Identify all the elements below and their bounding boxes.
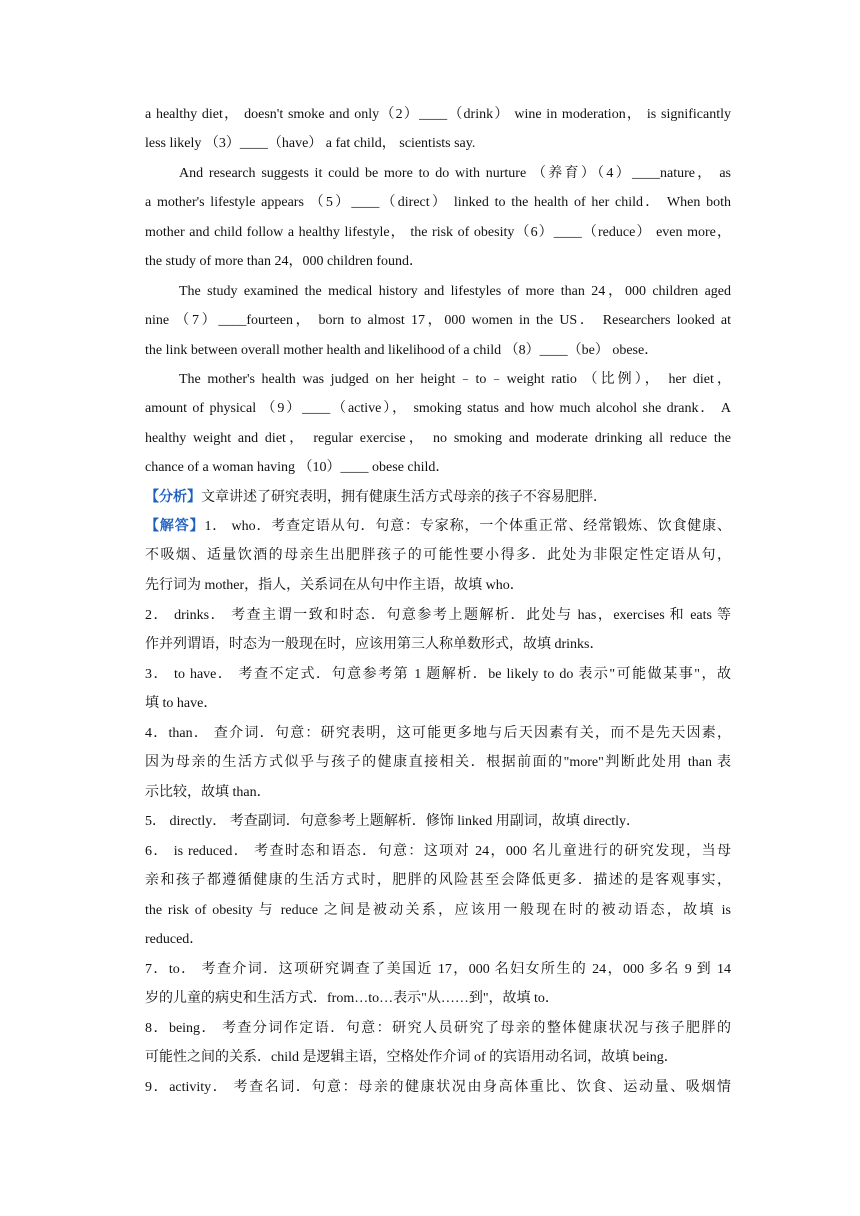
text-line: 9．activity． 考查名词．句意：母亲的健康状况由身高体重比、饮食、运动量、吸烟情 — [145, 1080, 731, 1095]
text-line: 3． to have． 考查不定式．句意参考第 1 题解析．be likely to do 表示"可能做某事"，故 — [145, 667, 731, 682]
text-line: 亲和孩子都遵循健康的生活方式时，肥胖的风险甚至会降低更多．描述的是客观事实， — [145, 873, 731, 889]
passage-paragraph — [145, 277, 731, 365]
text-line: mother and child follow a healthy lifestyle， the risk of obesity（6）____（reduce） even more， — [145, 224, 731, 240]
text-line: a mother's lifestyle appears （5）____（direct） linked to the health of her child． When both — [145, 195, 731, 211]
passage-paragraph — [145, 365, 731, 483]
answer-item — [145, 660, 731, 719]
text-line: a healthy diet， doesn't smoke and only（2）____（drink） wine in moderation， is significantly — [145, 107, 731, 122]
text-line: 7．to． 考查介词．这项研究调查了美国近 17，000 名妇女所生的 24，000 多名 9 到 14 — [145, 962, 731, 977]
text-line: healthy weight and diet， regular exercise， no smoking and moderate drinking all reduce the — [145, 430, 731, 446]
text-line: 5． directly． 考查副词．句意参考上题解析．修饰 linked 用副词，故填 directly． — [145, 814, 641, 829]
answer-item — [145, 1014, 731, 1073]
text-line: 不吸烟、适量饮酒的母亲生出肥胖孩子的可能性要小得多．此处为非限定性定语从句， — [145, 548, 731, 564]
text-line: The mother's health was judged on her height﹣to﹣weight ratio （比例）， her diet， — [179, 372, 731, 387]
text-line: And research suggests it could be more to do with nurture （养育）（4）____nature， as — [179, 166, 731, 181]
answer-item — [145, 1073, 731, 1102]
answer-item — [145, 807, 731, 836]
text-line: 8．being． 考查分词作定语．句意：研究人员研究了母亲的整体健康状况与孩子肥胖的 — [145, 1021, 731, 1036]
answer-section — [145, 512, 731, 600]
answer-text: 1． who．考查定语从句．句意：专家称，一个体重正常、经常锻炼、饮食健康、 — [204, 519, 732, 534]
text-line: 2． drinks． 考查主谓一致和时态．句意参考上题解析．此处与 has，exercises 和 eats 等 — [145, 608, 731, 623]
text-line: 4．than． 查介词．句意：研究表明，这可能更多地与后天因素有关，而不是先天因素， — [145, 726, 731, 741]
answer-tag: 【解答】 — [145, 519, 205, 534]
passage-paragraph — [145, 100, 731, 159]
text-line: less likely （3）____（have） a fat child， scientists say. — [145, 136, 476, 152]
text-line: the link between overall mother health and likelihood of a child （8）____（be） obese． — [145, 342, 659, 358]
text-line: 因为母亲的生活方式似乎与孩子的健康直接相关．根据前面的"more"判断此处用 than 表 — [145, 755, 731, 771]
answer-line — [145, 512, 731, 541]
answer-item — [145, 837, 731, 955]
text-line: 6． is reduced． 考查时态和语态．句意：这项对 24，000 名儿童进行的研究发现，当母 — [145, 844, 731, 859]
analysis-tag: 【分析】 — [145, 490, 201, 505]
text-line: The study examined the medical history and lifestyles of more than 24，000 children aged — [179, 284, 731, 299]
text-line: the study of more than 24，000 children found． — [145, 254, 424, 270]
text-line: 先行词为 mother，指人，关系词在从句中作主语，故填 who． — [145, 577, 524, 593]
answer-item — [145, 955, 731, 1014]
text-line: 填 to have． — [145, 696, 218, 712]
answer-item — [145, 719, 731, 807]
text-line: reduced． — [145, 932, 204, 948]
text-line: 示比较，故填 than． — [145, 784, 271, 800]
text-line: nine （7）____fourteen， born to almost 17，000 women in the US． Researchers looked at — [145, 313, 731, 329]
analysis-text: 文章讲述了研究表明，拥有健康生活方式母亲的孩子不容易肥胖． — [201, 490, 607, 505]
analysis-section — [145, 483, 731, 512]
text-line: amount of physical （9）____（active）， smoking status and how much alcohol she drank． A — [145, 401, 731, 417]
text-line: chance of a woman having （10）____ obese child． — [145, 460, 450, 476]
text-line: 可能性之间的关系．child 是逻辑主语，空格处作介词 of 的宾语用动名词，故填 being． — [145, 1050, 678, 1066]
text-line: 岁的儿童的病史和生活方式．from…to…表示"从……到"，故填 to． — [145, 991, 559, 1007]
text-line: the risk of obesity 与 reduce 之间是被动关系，应该用一般现在时的被动语态，故填 is — [145, 902, 731, 918]
answer-item — [145, 601, 731, 660]
passage-paragraph — [145, 159, 731, 277]
analysis-line — [145, 483, 731, 512]
text-line: 作并列谓语，时态为一般现在时，应该用第三人称单数形式，故填 drinks． — [145, 637, 604, 653]
